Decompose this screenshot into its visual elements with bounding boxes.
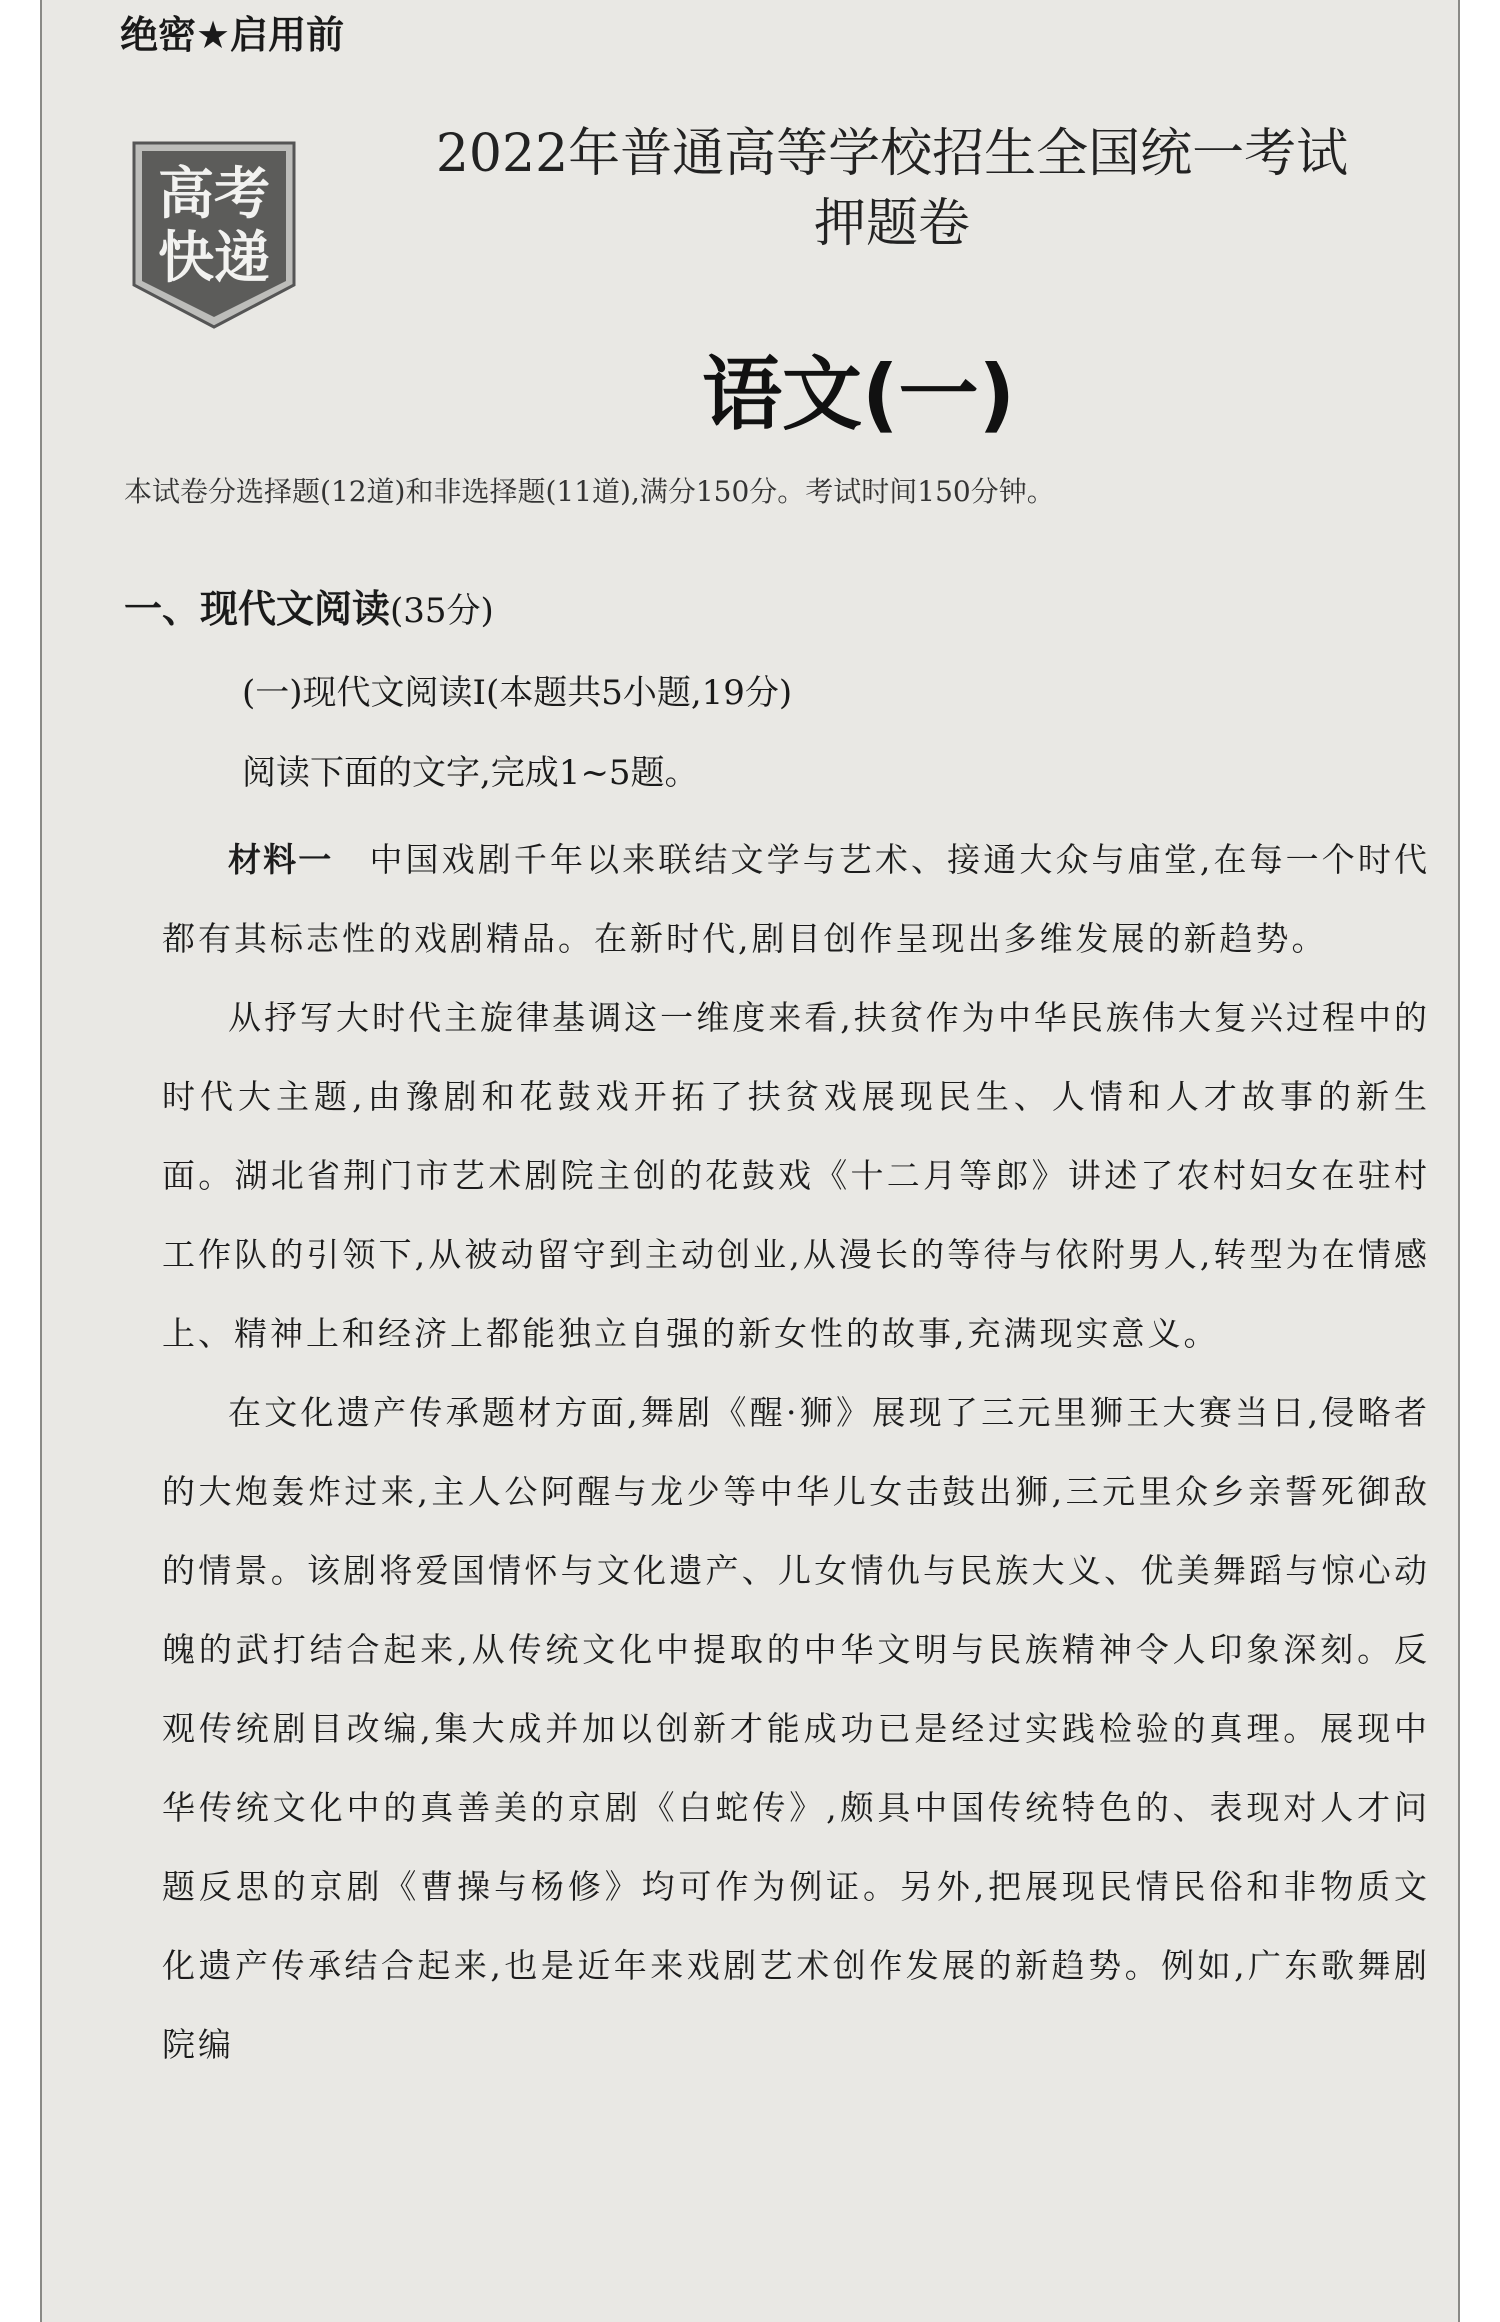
passage-paragraph	[162, 978, 1430, 1373]
logo-badge-icon	[124, 135, 304, 335]
logo-text-line1: 高考	[158, 162, 270, 227]
subject-title: 语文(一)	[702, 348, 1016, 441]
section-points: (35分)	[390, 591, 494, 631]
paragraph-text: 从抒写大时代主旋律基调这一维度来看,扶贫作为中华民族伟大复兴过程中的时代大主题,由豫剧和花鼓戏开拓了扶贫戏展现民生、人情和人才故事的新生面。湖北省荆门市艺术剧院主创的花鼓戏《十二月等郎》讲述了农村妇女在驻村工作队的引领下,从被动留守到主动创业,从漫长的等待与依附男人,转型为在情感上、精神上和经济上都能独立自强的新女性的故事,充满现实意义。	[162, 998, 1430, 1353]
exam-instructions: 本试卷分选择题(12道)和非选择题(11道),满分150分。考试时间150分钟。	[124, 475, 1055, 508]
paragraph-text: 在文化遗产传承题材方面,舞剧《醒·狮》展现了三元里狮王大赛当日,侵略者的大炮轰炸过来,主人公阿醒与龙少等中华儿女击鼓出狮,三元里众乡亲誓死御敌的情景。该剧将爱国情怀与文化遗产、儿女情仇与民族大义、优美舞蹈与惊心动魄的武打结合起来,从传统文化中提取的中华文明与民族精神令人印象深刻。反观传统剧目改编,集大成并加以创新才能成功已是经过实践检验的真理。展现中华传统文化中的真善美的京剧《白蛇传》,颇具中国传统特色的、表现对人才问题反思的京剧《曹操与杨修》均可作为例证。另外,把展现民情民俗和非物质文化遗产传承结合起来,也是近年来戏剧艺术创作发展的新趋势。例如,广东歌舞剧院编	[162, 1393, 1430, 2064]
passage-paragraph	[162, 820, 1430, 978]
reading-passage	[162, 820, 1430, 2084]
logo-text-line2: 快递	[158, 226, 270, 291]
exam-page	[40, 0, 1460, 2322]
gaokao-kuaidi-logo	[124, 135, 304, 335]
reading-directions: 阅读下面的文字,完成1~5题。	[242, 753, 699, 793]
passage-paragraph	[162, 1373, 1430, 2084]
section-heading	[124, 578, 494, 633]
exam-title	[342, 122, 1442, 256]
material-label: 材料一	[228, 840, 334, 879]
paragraph-text: 中国戏剧千年以来联结文学与艺术、接通大众与庙堂,在每一个时代都有其标志性的戏剧精品。在新时代,剧目创作呈现出多维发展的新趋势。	[162, 840, 1431, 958]
bleed-through-text	[1042, 30, 1072, 74]
secret-mark: 绝密★启用前	[120, 13, 345, 57]
exam-title-line1: 2022年普通高等学校招生全国统一考试	[435, 124, 1349, 184]
exam-title-line2: 押题卷	[813, 194, 970, 254]
section-heading-text: 一、现代文阅读	[124, 587, 391, 631]
subsection-heading: (一)现代文阅读Ⅰ(本题共5小题,19分)	[242, 673, 793, 713]
